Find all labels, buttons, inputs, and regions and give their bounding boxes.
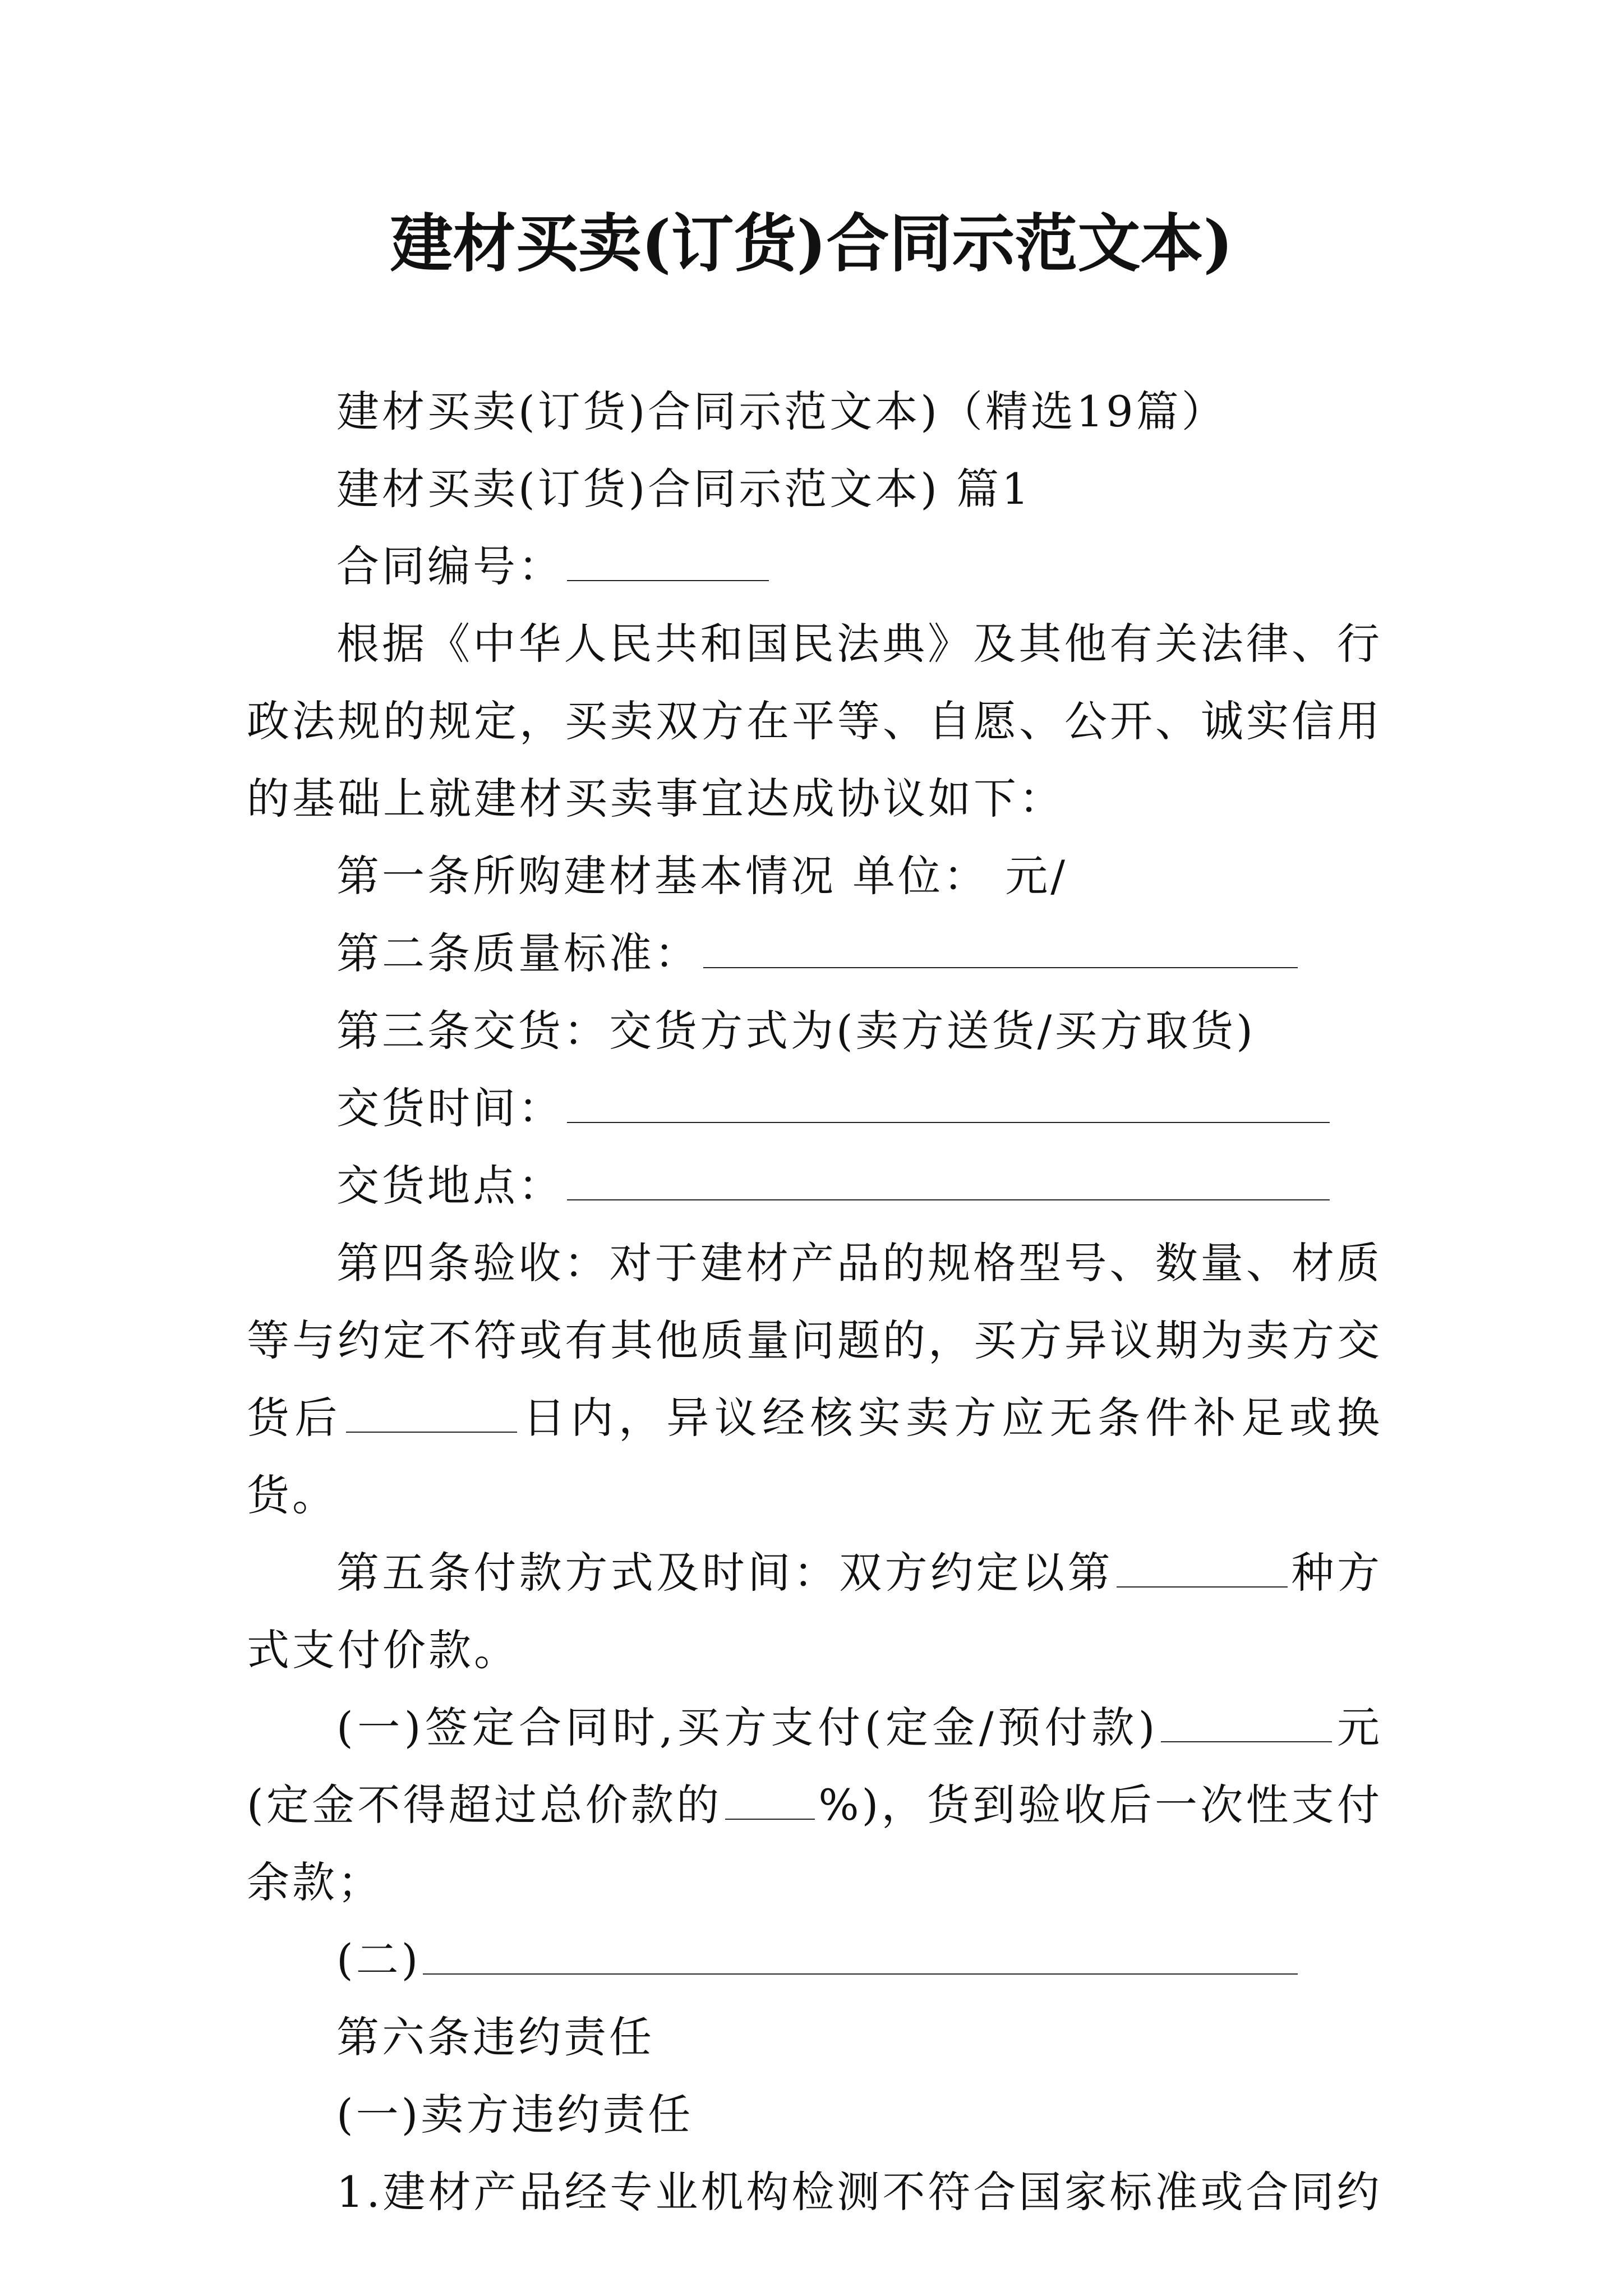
subtitle: 建材买卖(订货)合同示范文本)（精选19篇） (336, 386, 1227, 436)
article-4 (247, 1225, 1382, 1534)
article-5-text-a: 第五条付款方式及时间：双方约定以第 (336, 1548, 1114, 1598)
delivery-time-blank (567, 1088, 1330, 1123)
payment-1-text-a: (一)签定合同时,买方支付(定金/预付款) (336, 1703, 1158, 1752)
deposit-percent-blank (725, 1785, 815, 1820)
payment-1-text-b: 元(定金不得超过总价款的 (247, 1703, 1382, 1830)
article-3: 第三条交货：交货方式为(卖方送货/买方取货) (336, 1006, 1256, 1056)
delivery-place-label: 交货地点： (336, 1161, 564, 1211)
deposit-amount-blank (1161, 1708, 1332, 1742)
document-body (247, 373, 1382, 2231)
liability-item-1: 1.建材产品经专业机构检测不符合国家标准或合同约 (336, 2167, 1382, 2217)
delivery-place-line (247, 1147, 1382, 1225)
payment-clause-2 (247, 1921, 1382, 1999)
payment-2-blank (423, 1940, 1298, 1975)
article-4-text-a: 第四条验收：对于建材产品的规格型号、数量、材质等与约定不符或有其他质量问题的，买方异议期为卖方交货后 (247, 1238, 1382, 1443)
chapter-heading: 建材买卖(订货)合同示范文本) 篇1 (336, 464, 1032, 514)
payment-2-label: (二) (336, 1935, 421, 1985)
delivery-time-label: 交货时间： (336, 1083, 564, 1133)
contract-number-label: 合同编号： (336, 541, 564, 591)
seller-liability-heading: (一)卖方违约责任 (336, 2090, 694, 2139)
contract-number-blank (567, 546, 769, 581)
contract-number-line (247, 528, 1382, 605)
delivery-place-blank (567, 1166, 1330, 1200)
article-6: 第六条违约责任 (336, 2012, 654, 2062)
article-4-text-b: 日内，异议经核实卖方应无条件补足或换货。 (247, 1393, 1382, 1520)
intro-paragraph: 根据《中华人民共和国民法典》及其他有关法律、行政法规的规定，买卖双方在平等、自愿、公开、诚实信用的基础上就建材买卖事宜达成协议如下： (247, 619, 1382, 823)
payment-1-text-c: %)，货到验收后一次性支付余款； (247, 1780, 1382, 1907)
objection-days-blank (346, 1398, 517, 1433)
article-5-text-b: 种方式支付价款。 (247, 1548, 1382, 1675)
document-title: 建材买卖(订货)合同示范文本) (390, 207, 1233, 280)
payment-clause-1 (247, 1689, 1382, 1921)
payment-method-blank (1117, 1553, 1288, 1588)
quality-standard-blank (703, 933, 1298, 968)
delivery-time-line (247, 1070, 1382, 1147)
article-1: 第一条所购建材基本情况 单位： 元/ (336, 851, 1068, 901)
article-2-label: 第二条质量标准： (336, 928, 700, 978)
article-5 (247, 1534, 1382, 1689)
article-2-line (247, 915, 1382, 992)
